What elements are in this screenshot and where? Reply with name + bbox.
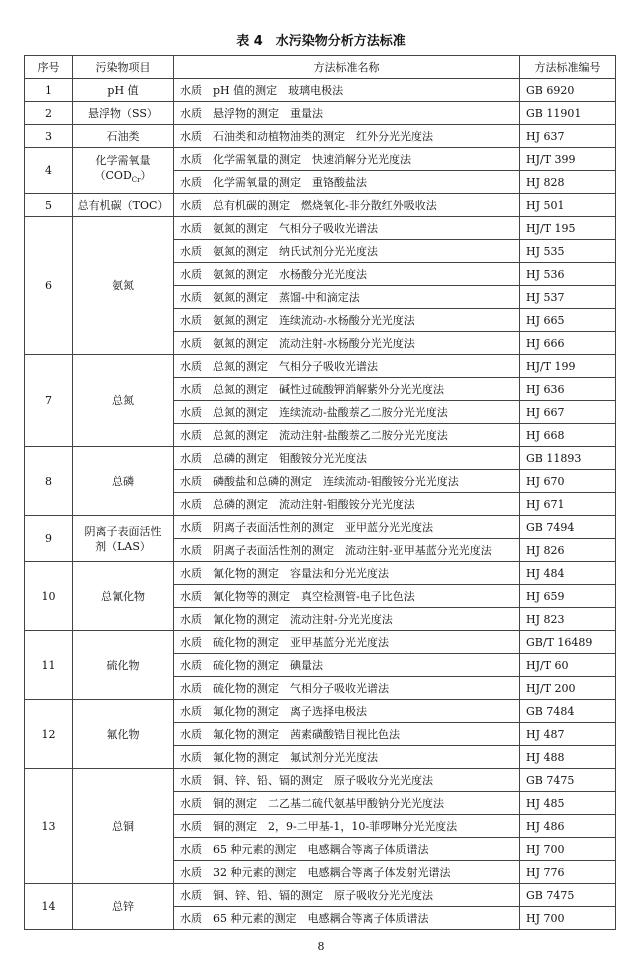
- method-name: 水质 总氮的测定 连续流动-盐酸萘乙二胺分光光度法: [174, 401, 520, 424]
- method-code: HJ/T 399: [520, 148, 616, 171]
- method-name: 水质 硫化物的测定 碘量法: [174, 654, 520, 677]
- row-number: 6: [25, 217, 73, 355]
- method-name: 水质 阴离子表面活性剂的测定 流动注射-亚甲基蓝分光光度法: [174, 539, 520, 562]
- method-code: HJ 501: [520, 194, 616, 217]
- header-method: 方法标准名称: [174, 56, 520, 79]
- method-name: 水质 氰化物等的测定 真空检测管-电子比色法: [174, 585, 520, 608]
- method-code: GB 7475: [520, 884, 616, 907]
- method-code: HJ 670: [520, 470, 616, 493]
- pollutant-name: 总磷: [112, 474, 134, 488]
- table-row: [25, 125, 616, 148]
- method-name: 水质 氨氮的测定 蒸馏-中和滴定法: [174, 286, 520, 309]
- pollutant-name: 总锌: [112, 900, 134, 913]
- pollutant-item: [73, 516, 174, 562]
- method-name: 水质 氟化物的测定 茜素磺酸锆目视比色法: [174, 723, 520, 746]
- method-name: 水质 总氮的测定 流动注射-盐酸萘乙二胺分光光度法: [174, 424, 520, 447]
- water-pollutant-methods-table: [24, 55, 616, 930]
- method-name: 水质 65 种元素的测定 电感耦合等离子体质谱法: [174, 907, 520, 930]
- table-row: [25, 562, 616, 585]
- row-number: 13: [25, 769, 73, 884]
- pollutant-name: 石油类: [106, 129, 140, 143]
- pollutant-item: [73, 884, 174, 930]
- table-row: [25, 769, 616, 792]
- pollutant-name: 总氰化物: [101, 589, 145, 603]
- method-code: GB 7494: [520, 516, 616, 539]
- method-name: 水质 悬浮物的测定 重量法: [174, 102, 520, 125]
- method-name: 水质 石油类和动植物油类的测定 红外分光光度法: [174, 125, 520, 148]
- row-number: 5: [25, 194, 73, 217]
- header-no: 序号: [25, 56, 73, 79]
- pollutant-item: [73, 447, 174, 516]
- row-number: 7: [25, 355, 73, 447]
- method-name: 水质 铜的测定 2，9-二甲基-1，10-菲啰啉分光光度法: [174, 815, 520, 838]
- table-row: [25, 516, 616, 539]
- method-name: 水质 硫化物的测定 亚甲基蓝分光光度法: [174, 631, 520, 654]
- page-number: 8: [317, 940, 325, 953]
- pollutant-item: [73, 79, 174, 102]
- table-row: [25, 631, 616, 654]
- row-number: 10: [25, 562, 73, 631]
- pollutant-name: 硫化物: [106, 658, 140, 672]
- pollutant-name: 化学需氧量: [95, 153, 151, 167]
- method-name: 水质 总氮的测定 碱性过硫酸钾消解紫外分光光度法: [174, 378, 520, 401]
- method-code: HJ 487: [520, 723, 616, 746]
- table-row: [25, 102, 616, 125]
- table-row: [25, 700, 616, 723]
- pollutant-name: pH 值: [107, 83, 139, 97]
- row-number: 8: [25, 447, 73, 516]
- table-row: [25, 355, 616, 378]
- method-code: HJ 537: [520, 286, 616, 309]
- pollutant-item: [73, 194, 174, 217]
- table-row: [25, 447, 616, 470]
- pollutant-name: 氨氮: [112, 279, 134, 292]
- table-row: [25, 194, 616, 217]
- pollutant-item: [73, 562, 174, 631]
- method-code: HJ 666: [520, 332, 616, 355]
- method-name: 水质 氨氮的测定 气相分子吸收光谱法: [174, 217, 520, 240]
- method-name: 水质 65 种元素的测定 电感耦合等离子体质谱法: [174, 838, 520, 861]
- pollutant-name-subscript: Cr: [131, 176, 141, 185]
- method-code: HJ/T 60: [520, 654, 616, 677]
- method-name: 水质 总磷的测定 流动注射-钼酸铵分光光度法: [174, 493, 520, 516]
- method-code: HJ/T 195: [520, 217, 616, 240]
- table-header-row: [25, 56, 616, 79]
- table-title: 表 4 水污染物分析方法标准: [236, 34, 406, 49]
- method-name: 水质 32 种元素的测定 电感耦合等离子体发射光谱法: [174, 861, 520, 884]
- pollutant-item: [73, 631, 174, 700]
- method-code: GB/T 16489: [520, 631, 616, 654]
- method-code: GB 7475: [520, 769, 616, 792]
- pollutant-item: [73, 769, 174, 884]
- table-row: [25, 79, 616, 102]
- method-name: 水质 氨氮的测定 水杨酸分光光度法: [174, 263, 520, 286]
- method-code: HJ 484: [520, 562, 616, 585]
- method-code: HJ/T 200: [520, 677, 616, 700]
- method-code: HJ 671: [520, 493, 616, 516]
- method-code: HJ 667: [520, 401, 616, 424]
- method-name: 水质 铜、锌、铅、镉的测定 原子吸收分光光度法: [174, 884, 520, 907]
- pollutant-item: [73, 700, 174, 769]
- method-name: 水质 铜、锌、铅、镉的测定 原子吸收分光光度法: [174, 769, 520, 792]
- method-name: 水质 氨氮的测定 连续流动-水杨酸分光光度法: [174, 309, 520, 332]
- method-name: 水质 硫化物的测定 气相分子吸收光谱法: [174, 677, 520, 700]
- method-name: 水质 铜的测定 二乙基二硫代氨基甲酸钠分光光度法: [174, 792, 520, 815]
- table-row: [25, 148, 616, 171]
- method-name: 水质 化学需氧量的测定 快速消解分光光度法: [174, 148, 520, 171]
- method-code: HJ 636: [520, 378, 616, 401]
- method-code: GB 11901: [520, 102, 616, 125]
- pollutant-name: 总氮: [112, 394, 134, 407]
- method-code: HJ 536: [520, 263, 616, 286]
- method-code: HJ 700: [520, 838, 616, 861]
- method-code: HJ/T 199: [520, 355, 616, 378]
- method-name: 水质 磷酸盐和总磷的测定 连续流动-钼酸铵分光光度法: [174, 470, 520, 493]
- method-code: HJ 485: [520, 792, 616, 815]
- pollutant-item: [73, 125, 174, 148]
- row-number: 14: [25, 884, 73, 930]
- method-name: 水质 氰化物的测定 流动注射-分光光度法: [174, 608, 520, 631]
- method-code: HJ 776: [520, 861, 616, 884]
- method-code: HJ 823: [520, 608, 616, 631]
- method-code: GB 7484: [520, 700, 616, 723]
- pollutant-name: 悬浮物（SS）: [88, 106, 158, 120]
- method-name: 水质 总有机碳的测定 燃烧氧化-非分散红外吸收法: [174, 194, 520, 217]
- pollutant-name: 氟化物: [106, 727, 140, 741]
- method-code: HJ 659: [520, 585, 616, 608]
- method-name: 水质 氰化物的测定 容量法和分光光度法: [174, 562, 520, 585]
- method-code: HJ 668: [520, 424, 616, 447]
- method-code: HJ 826: [520, 539, 616, 562]
- table-body: [25, 79, 616, 930]
- method-name: 水质 氨氮的测定 流动注射-水杨酸分光光度法: [174, 332, 520, 355]
- method-name: 水质 总氮的测定 气相分子吸收光谱法: [174, 355, 520, 378]
- row-number: 4: [25, 148, 73, 194]
- method-code: HJ 828: [520, 171, 616, 194]
- table-row: [25, 884, 616, 907]
- pollutant-name: 总铜: [112, 819, 134, 833]
- pollutant-name: 总有机碳（TOC）: [77, 198, 169, 212]
- method-code: GB 6920: [520, 79, 616, 102]
- pollutant-name-line3: ）: [140, 168, 152, 182]
- row-number: 2: [25, 102, 73, 125]
- method-code: HJ 665: [520, 309, 616, 332]
- header-item: 污染物项目: [73, 56, 174, 79]
- method-code: HJ 535: [520, 240, 616, 263]
- row-number: 9: [25, 516, 73, 562]
- method-name: 水质 总磷的测定 钼酸铵分光光度法: [174, 447, 520, 470]
- pollutant-item: [73, 355, 174, 447]
- pollutant-name-line2: （COD: [94, 168, 132, 182]
- row-number: 3: [25, 125, 73, 148]
- row-number: 1: [25, 79, 73, 102]
- method-name: 水质 阴离子表面活性剂的测定 亚甲蓝分光光度法: [174, 516, 520, 539]
- method-code: GB 11893: [520, 447, 616, 470]
- method-name: 水质 化学需氧量的测定 重铬酸盐法: [174, 171, 520, 194]
- row-number: 12: [25, 700, 73, 769]
- method-code: HJ 637: [520, 125, 616, 148]
- method-name: 水质 氟化物的测定 离子选择电极法: [174, 700, 520, 723]
- method-name: 水质 pH 值的测定 玻璃电极法: [174, 79, 520, 102]
- table-row: [25, 217, 616, 240]
- method-code: HJ 700: [520, 907, 616, 930]
- row-number: 11: [25, 631, 73, 700]
- method-name: 水质 氟化物的测定 氟试剂分光光度法: [174, 746, 520, 769]
- pollutant-item: [73, 102, 174, 125]
- pollutant-name: 阴离子表面活性: [84, 524, 162, 538]
- header-code: 方法标准编号: [520, 56, 616, 79]
- method-name: 水质 氨氮的测定 纳氏试剂分光光度法: [174, 240, 520, 263]
- pollutant-item: [73, 217, 174, 355]
- pollutant-name-line2: 剂（LAS）: [95, 539, 151, 553]
- pollutant-item: [73, 148, 174, 194]
- method-code: HJ 486: [520, 815, 616, 838]
- method-code: HJ 488: [520, 746, 616, 769]
